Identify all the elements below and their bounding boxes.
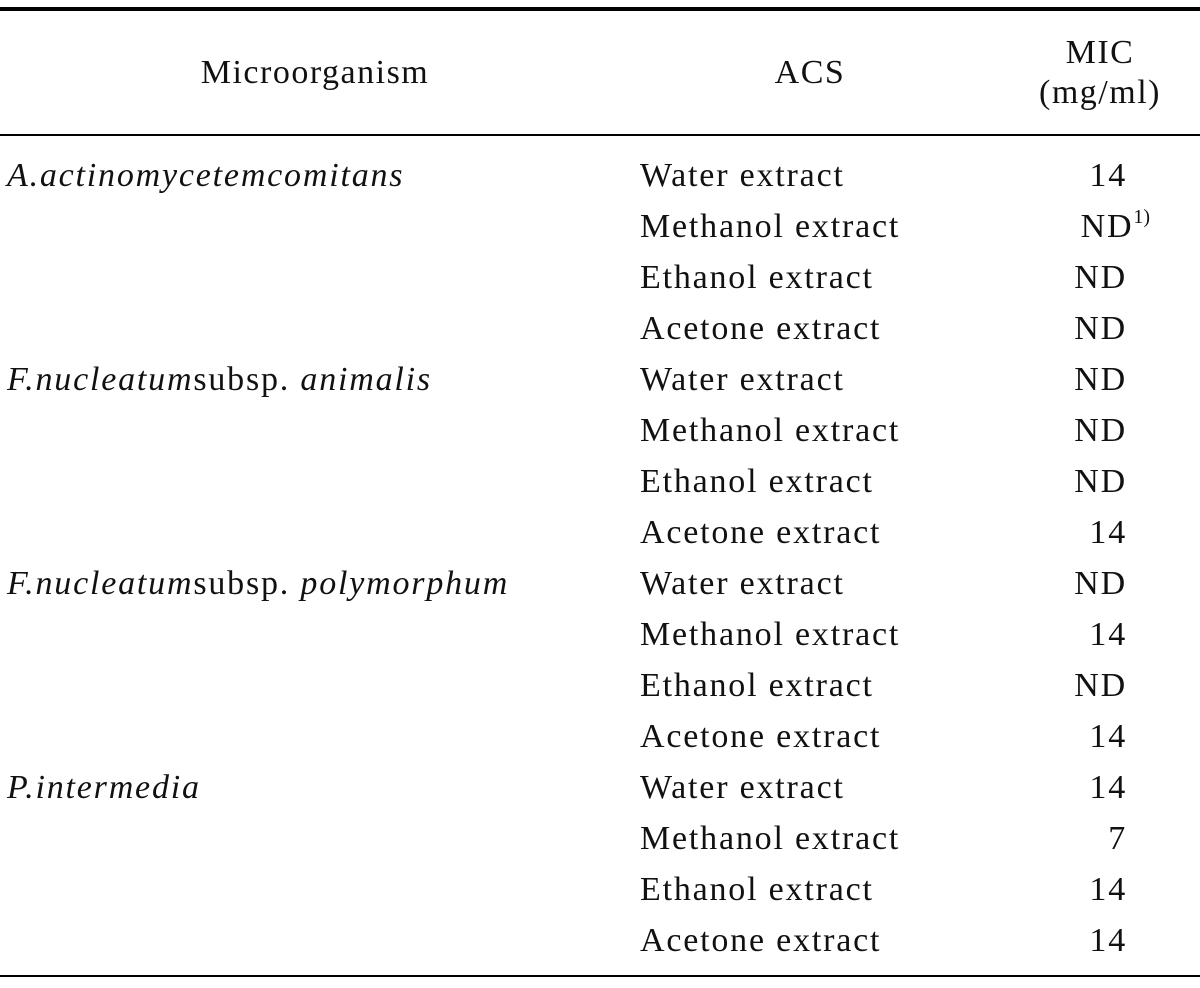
organism-subspecies: animalis: [300, 361, 432, 398]
cell-acs: Ethanol extract: [640, 259, 874, 296]
mic-value: ND: [1074, 361, 1127, 398]
header-microorganism-label: Microorganism: [200, 53, 430, 91]
cell-mic: [1074, 252, 1127, 303]
mic-value: ND: [1074, 310, 1127, 347]
mic-value: ND: [1074, 565, 1127, 602]
cell-acs: Methanol extract: [640, 616, 901, 653]
footnote-marker: 1): [1133, 206, 1150, 228]
cell-acs: Water extract: [640, 157, 845, 194]
cell-mic: [1081, 201, 1150, 252]
mic-value: 14: [1089, 718, 1127, 755]
mic-value: 14: [1089, 514, 1127, 551]
cell-mic: [1074, 303, 1127, 354]
mic-value: ND: [1074, 259, 1127, 296]
cell-acs: Water extract: [640, 565, 845, 602]
cell-acs: Acetone extract: [640, 718, 882, 755]
mic-value: 14: [1089, 922, 1127, 959]
table-row: [0, 609, 1200, 660]
cell-acs: Water extract: [640, 361, 845, 398]
cell-mic: [1074, 660, 1127, 711]
organism-genus: P.intermedia: [7, 769, 201, 806]
cell-acs: Methanol extract: [640, 412, 901, 449]
cell-mic: [1089, 762, 1127, 813]
cell-mic: [1074, 558, 1127, 609]
cell-acs: Water extract: [640, 769, 845, 806]
table-row: [0, 252, 1200, 303]
organism-subsp-label: subsp.: [193, 361, 301, 398]
table-row: [0, 303, 1200, 354]
mic-value: ND: [1074, 463, 1127, 500]
cell-mic: [1074, 354, 1127, 405]
mic-value: 14: [1089, 157, 1127, 194]
table-row: [0, 558, 1200, 609]
cell-mic: [1089, 150, 1127, 201]
table-row: [0, 762, 1200, 813]
table-header-rule: [0, 134, 1200, 136]
mic-value: 14: [1089, 871, 1127, 908]
table-row: [0, 405, 1200, 456]
cell-acs: Ethanol extract: [640, 667, 874, 704]
cell-microorganism: [7, 354, 432, 405]
cell-mic: [1089, 507, 1127, 558]
cell-mic: [1089, 711, 1127, 762]
table-header: [0, 11, 1200, 134]
cell-mic: [1089, 864, 1127, 915]
cell-mic: [1074, 456, 1127, 507]
table-row: [0, 201, 1200, 252]
header-mic: [1010, 11, 1190, 134]
table-row: [0, 813, 1200, 864]
table-row: [0, 711, 1200, 762]
cell-acs: Ethanol extract: [640, 871, 874, 908]
mic-value: ND: [1080, 208, 1134, 245]
header-acs: [730, 11, 890, 134]
table-row: [0, 150, 1200, 201]
table-row: [0, 915, 1200, 966]
organism-subspecies: polymorphum: [300, 565, 510, 602]
table-row: [0, 864, 1200, 915]
cell-acs: Acetone extract: [640, 310, 882, 347]
header-microorganism: [150, 11, 480, 134]
organism-genus: F.nucleatum: [7, 361, 194, 398]
cell-mic: [1089, 915, 1127, 966]
cell-microorganism: [7, 762, 201, 813]
cell-mic: [1108, 813, 1127, 864]
table-body: [0, 150, 1200, 966]
cell-acs: Acetone extract: [640, 514, 882, 551]
cell-microorganism: [7, 558, 509, 609]
cell-acs: Methanol extract: [640, 208, 901, 245]
mic-value: 7: [1108, 820, 1127, 857]
mic-value: ND: [1074, 667, 1127, 704]
header-mic-label: MIC: [1065, 33, 1135, 71]
cell-acs: Ethanol extract: [640, 463, 874, 500]
table-row: [0, 456, 1200, 507]
header-mic-unit: (mg/ml): [1039, 73, 1161, 111]
table-row: [0, 507, 1200, 558]
organism-genus: A.actinomycetemcomitans: [7, 157, 405, 194]
table-row: [0, 660, 1200, 711]
table-bottom-rule: [0, 975, 1200, 977]
cell-mic: [1074, 405, 1127, 456]
organism-subsp-label: subsp.: [193, 565, 301, 602]
cell-mic: [1089, 609, 1127, 660]
cell-acs: Methanol extract: [640, 820, 901, 857]
organism-genus: F.nucleatum: [7, 565, 194, 602]
cell-acs: Acetone extract: [640, 922, 882, 959]
table-row: [0, 354, 1200, 405]
cell-microorganism: [7, 150, 404, 201]
header-acs-label: ACS: [774, 53, 846, 91]
mic-value: 14: [1089, 616, 1127, 653]
mic-value: ND: [1074, 412, 1127, 449]
mic-value: 14: [1089, 769, 1127, 806]
